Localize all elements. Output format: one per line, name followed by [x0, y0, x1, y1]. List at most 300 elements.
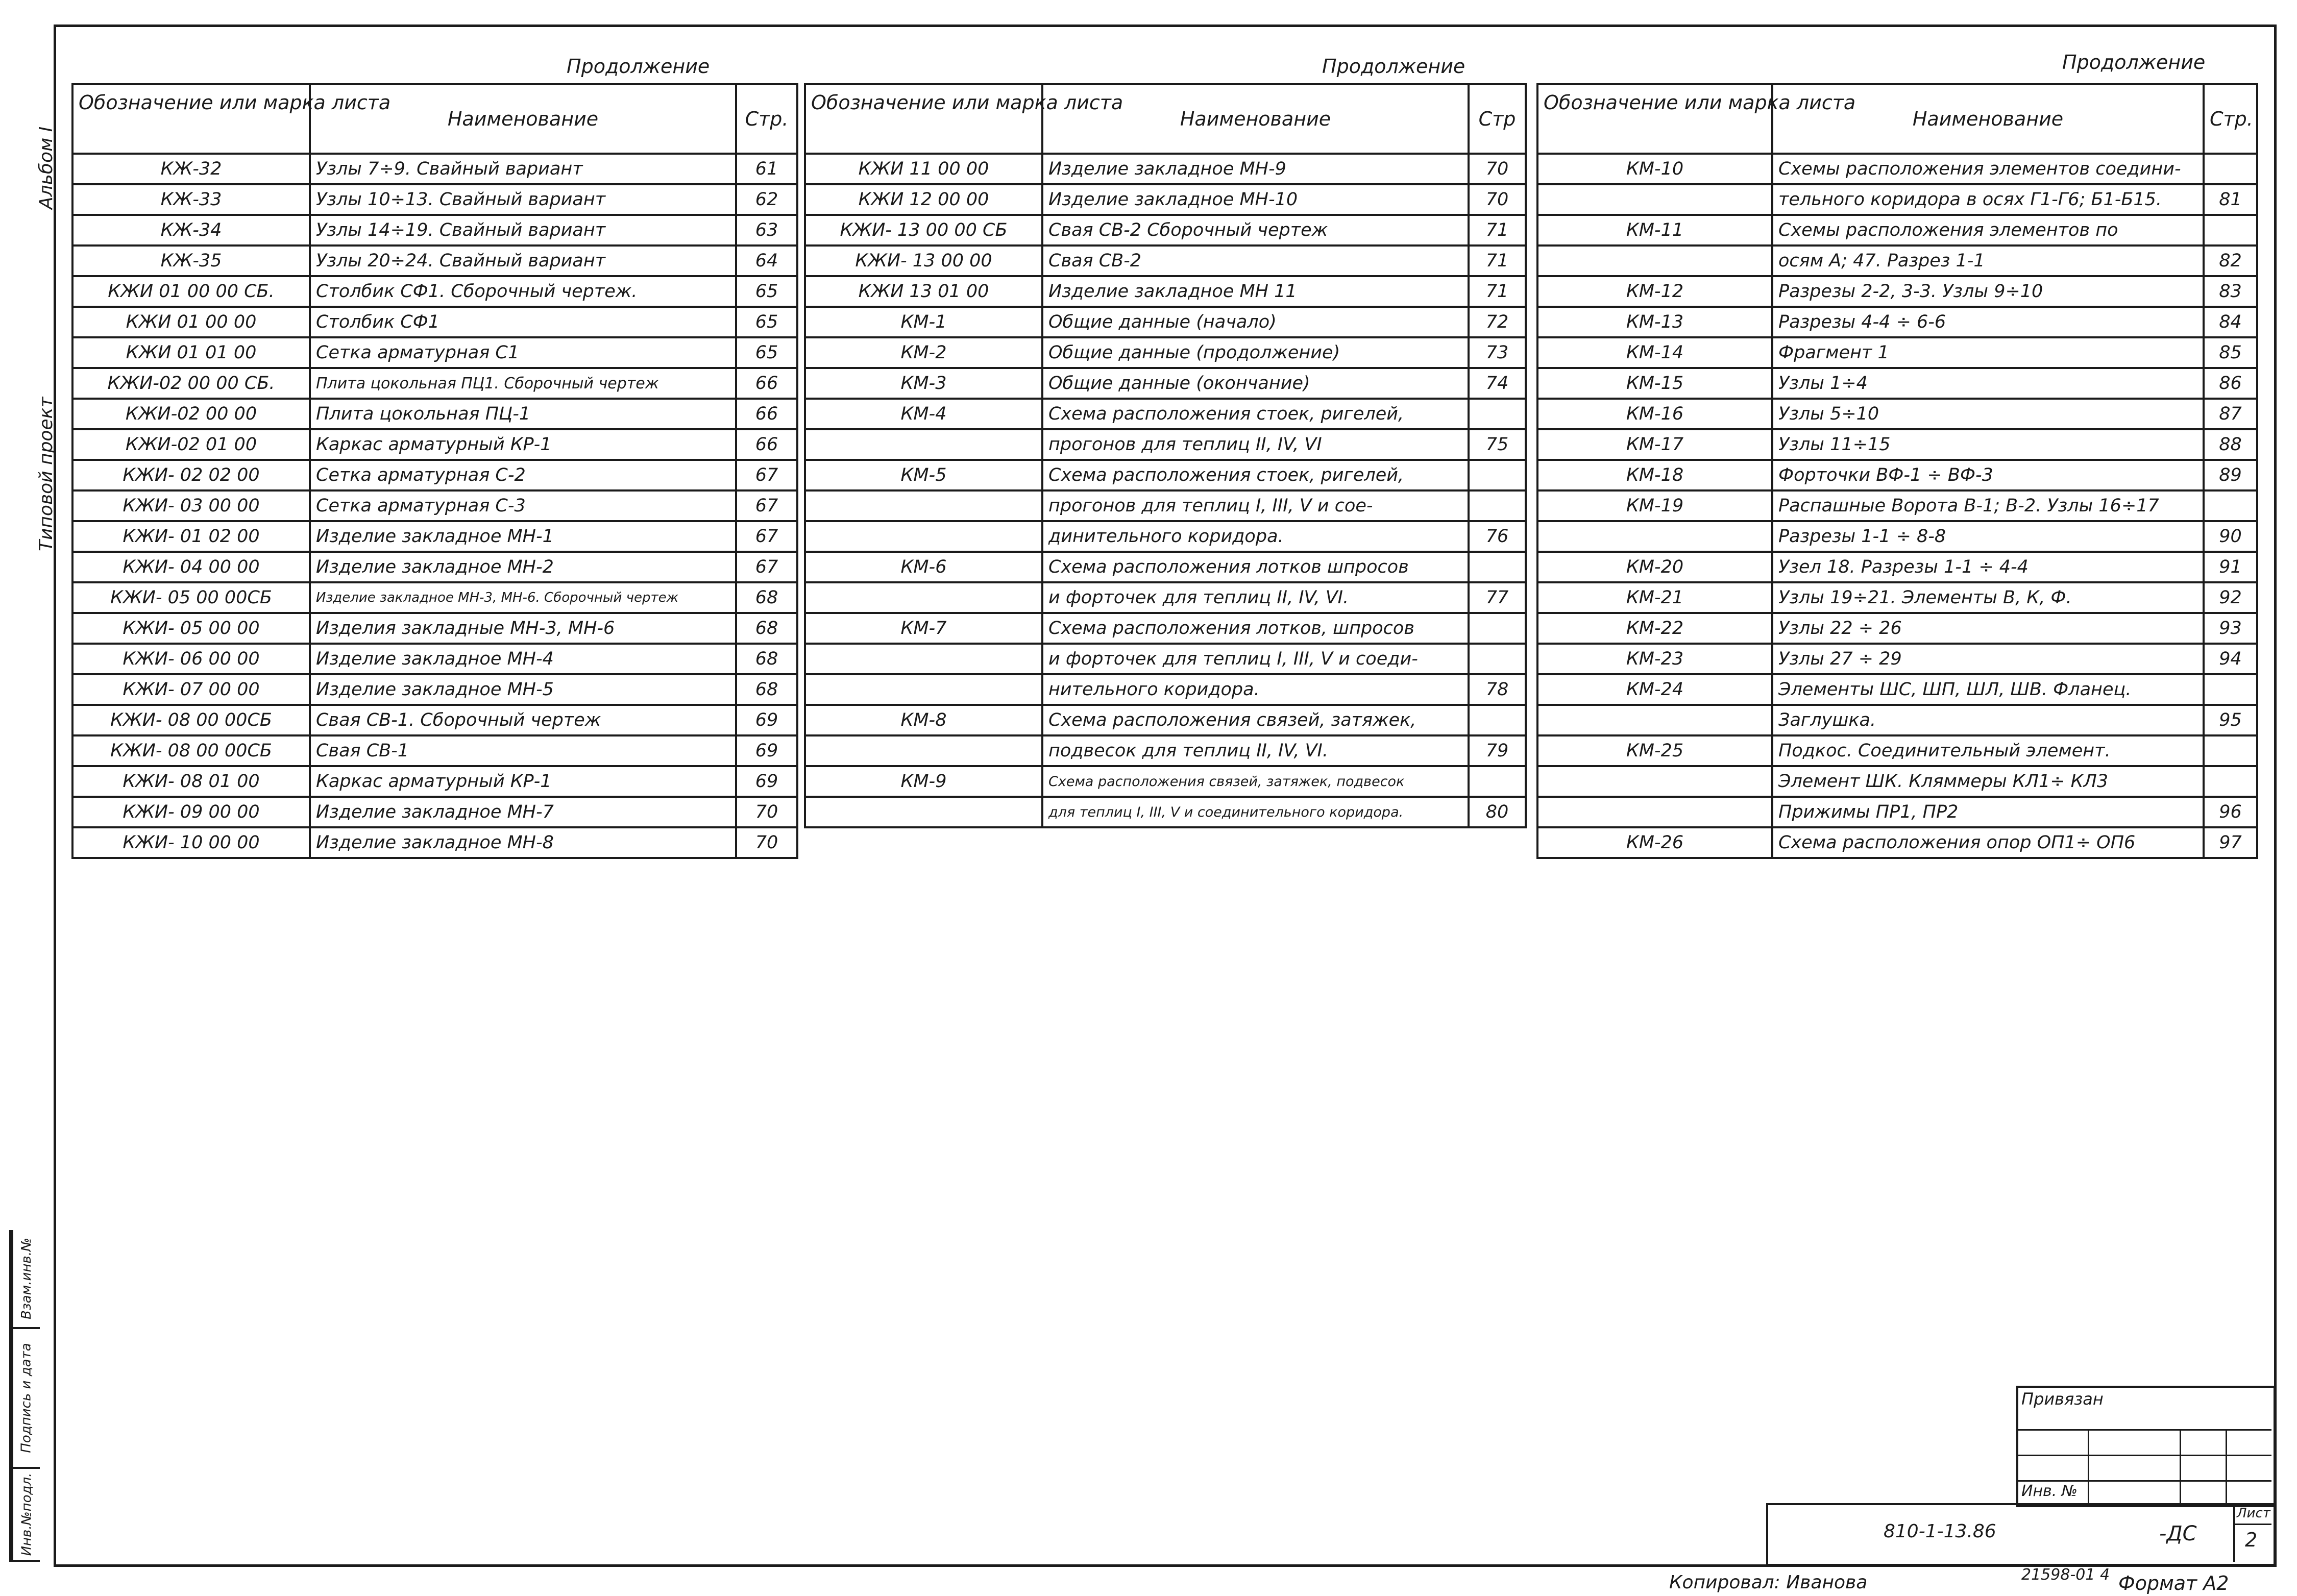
table-row [805, 154, 1526, 184]
sheet-name: Прижимы ПР1, ПР2 [1772, 797, 2204, 827]
table-row [805, 215, 1526, 245]
page-number: 69 [736, 735, 797, 766]
page-number: 79 [1469, 735, 1526, 766]
page-number [1469, 766, 1526, 797]
sheet-code [805, 582, 1042, 613]
sheet-code [1537, 766, 1772, 797]
sheet-name: Свая СВ-1. Сборочный чертеж [310, 705, 736, 735]
header-page: Стр. [736, 84, 797, 154]
page-number: 67 [736, 460, 797, 490]
sheet-name: Свая СВ-1 [310, 735, 736, 766]
page-number: 67 [736, 521, 797, 552]
sheet-name: Плита цокольная ПЦ1. Сборочный чертеж [310, 368, 736, 399]
page-number: 85 [2204, 337, 2257, 368]
table-row [1537, 429, 2257, 460]
sheet-name: Распашные Ворота В-1; В-2. Узлы 16÷17 [1772, 490, 2204, 521]
sheet-code: КЖИ 12 00 00 [805, 184, 1042, 215]
sheet-code: КЖ-33 [72, 184, 310, 215]
page-number [1469, 613, 1526, 644]
sheet-code [805, 797, 1042, 827]
sheet-code [805, 644, 1042, 674]
sheet-code: КЖИ 13 01 00 [805, 276, 1042, 307]
sheet-code: КМ-22 [1537, 613, 1772, 644]
sheet-code: КМ-12 [1537, 276, 1772, 307]
page-number: 71 [1469, 245, 1526, 276]
inv-label: Инв. № [2021, 1482, 2078, 1500]
sheet-name: Узлы 10÷13. Свайный вариант [310, 184, 736, 215]
sheet-number: 2 [2245, 1529, 2258, 1551]
sheet-name: Схема расположения опор ОП1÷ ОП6 [1772, 827, 2204, 858]
table-row [805, 674, 1526, 705]
page-number: 73 [1469, 337, 1526, 368]
table-row [1537, 399, 2257, 429]
page-number: 69 [736, 766, 797, 797]
sheet-name: Сетка арматурная С-2 [310, 460, 736, 490]
page-number [1469, 552, 1526, 582]
sheet-name: Общие данные (продолжение) [1042, 337, 1469, 368]
sheet-code: КЖИ-02 01 00 [72, 429, 310, 460]
page-number: 66 [736, 429, 797, 460]
sheet-name: прогонов для теплиц I, III, V и сое- [1042, 490, 1469, 521]
table-row [72, 827, 797, 858]
sheet-code: КЖИ- 05 00 00 [72, 613, 310, 644]
privyazan-label: Привязан [2021, 1389, 2104, 1409]
sheet-name: Узел 18. Разрезы 1-1 ÷ 4-4 [1772, 552, 2204, 582]
stamp-label: Подпись и дата [19, 1343, 34, 1453]
sheet-name: Изделие закладное МН-4 [310, 644, 736, 674]
sheet-name: Элементы ШС, ШП, ШЛ, ШВ. Фланец. [1772, 674, 2204, 705]
sheet-code: КМ-10 [1537, 154, 1772, 184]
table-row [805, 613, 1526, 644]
sheet-code: КЖИ- 13 00 00 СБ [805, 215, 1042, 245]
sheet-code: КМ-19 [1537, 490, 1772, 521]
sheet-code: КМ-6 [805, 552, 1042, 582]
sheet-code: КМ-21 [1537, 582, 1772, 613]
sheet-name: Узлы 19÷21. Элементы В, К, Ф. [1772, 582, 2204, 613]
table-row [72, 705, 797, 735]
sheet-name: Изделие закладное МН-3, МН-6. Сборочный чертеж [310, 582, 736, 613]
sheet-name: для теплиц I, III, V и соединительного коридора. [1042, 797, 1469, 827]
sheet-code [1537, 705, 1772, 735]
sheet-name: Столбик СФ1. Сборочный чертеж. [310, 276, 736, 307]
tb-line [2233, 1503, 2235, 1562]
page-number: 61 [736, 154, 797, 184]
sheet-name: подвесок для теплиц II, IV, VI. [1042, 735, 1469, 766]
page-number: 69 [736, 705, 797, 735]
page-number: 66 [736, 368, 797, 399]
sheet-code: КМ-4 [805, 399, 1042, 429]
sheet-code [805, 490, 1042, 521]
table-row [805, 766, 1526, 797]
table-row [1537, 552, 2257, 582]
table-row [72, 490, 797, 521]
table-row [72, 674, 797, 705]
table-row [72, 368, 797, 399]
table-row [1537, 215, 2257, 245]
page-number: 95 [2204, 705, 2257, 735]
page-number: 97 [2204, 827, 2257, 858]
table-row [805, 644, 1526, 674]
header-designation: Обозначение или марка листа [72, 84, 310, 154]
table-row [805, 368, 1526, 399]
table-row [1537, 827, 2257, 858]
sheet-code: КЖИ 01 01 00 [72, 337, 310, 368]
page-number [2204, 215, 2257, 245]
page-number: 64 [736, 245, 797, 276]
sheet-name: Изделия закладные МН-3, МН-6 [310, 613, 736, 644]
tb-line [2226, 1429, 2227, 1503]
sheet-name: Подкос. Соединительный элемент. [1772, 735, 2204, 766]
sheet-name: Столбик СФ1 [310, 307, 736, 337]
sheet-name: Каркас арматурный КР-1 [310, 766, 736, 797]
page-number [2204, 490, 2257, 521]
table-row [72, 337, 797, 368]
continuation-label: Продолжение [2062, 51, 2206, 73]
sheet-code: КМ-26 [1537, 827, 1772, 858]
page-number: 71 [1469, 215, 1526, 245]
page-number: 87 [2204, 399, 2257, 429]
page-number: 93 [2204, 613, 2257, 644]
sheet-code: КЖИ- 07 00 00 [72, 674, 310, 705]
sheet-name: Схема расположения стоек, ригелей, [1042, 460, 1469, 490]
sheet-format: Формат А2 [2118, 1572, 2229, 1594]
page-number: 71 [1469, 276, 1526, 307]
sheet-name: Свая СВ-2 Сборочный чертеж [1042, 215, 1469, 245]
sheet-name: Изделие закладное МН-7 [310, 797, 736, 827]
sheet-code: КМ-5 [805, 460, 1042, 490]
page-number: 67 [736, 552, 797, 582]
sheet-code: КМ-15 [1537, 368, 1772, 399]
table-row [72, 276, 797, 307]
sheet-code: КМ-7 [805, 613, 1042, 644]
sheet-name: Изделие закладное МН-8 [310, 827, 736, 858]
page-number: 62 [736, 184, 797, 215]
table-row [72, 184, 797, 215]
sheet-code: КЖИ-02 00 00 [72, 399, 310, 429]
continuation-label: Продолжение [567, 55, 710, 78]
sheet-code [805, 674, 1042, 705]
sheet-code [1537, 184, 1772, 215]
copied-by: Копировал: Иванова [1669, 1572, 1868, 1593]
sheet-name: Узлы 22 ÷ 26 [1772, 613, 2204, 644]
table-row [805, 399, 1526, 429]
page-number: 75 [1469, 429, 1526, 460]
table-row [1537, 766, 2257, 797]
index-table-1 [71, 83, 798, 859]
sheet-code: КМ-20 [1537, 552, 1772, 582]
page-number [1469, 644, 1526, 674]
sheet-code [805, 735, 1042, 766]
table-row [72, 582, 797, 613]
sheet-code: КЖИ- 01 02 00 [72, 521, 310, 552]
sheet-code: КЖИ- 05 00 00СБ [72, 582, 310, 613]
page-number: 70 [1469, 154, 1526, 184]
table-row [1537, 735, 2257, 766]
tb-line [2088, 1429, 2089, 1503]
sheet-name: нительного коридора. [1042, 674, 1469, 705]
page-number: 86 [2204, 368, 2257, 399]
tb-line [2180, 1429, 2181, 1503]
sheet-code: КМ-24 [1537, 674, 1772, 705]
sheet-code: КЖИ- 03 00 00 [72, 490, 310, 521]
stamp-label: Взам.инв.№ [19, 1238, 34, 1319]
page-number: 96 [2204, 797, 2257, 827]
sheet-name: Фрагмент 1 [1772, 337, 2204, 368]
sheet-name: Узлы 5÷10 [1772, 399, 2204, 429]
sheet-name: Элемент ШК. Кляммеры КЛ1÷ КЛ3 [1772, 766, 2204, 797]
table-row [1537, 276, 2257, 307]
page-number: 88 [2204, 429, 2257, 460]
order-number: 21598-01 4 [2021, 1566, 2110, 1584]
tb-line [2016, 1480, 2271, 1482]
sheet-name: Сетка арматурная С1 [310, 337, 736, 368]
sheet-code: КЖ-32 [72, 154, 310, 184]
sheet-name: Схема расположения лотков шпросов [1042, 552, 1469, 582]
table-row [1537, 797, 2257, 827]
sheet-code: КМ-17 [1537, 429, 1772, 460]
page-number: 91 [2204, 552, 2257, 582]
sheet-name: прогонов для теплиц II, IV, VI [1042, 429, 1469, 460]
sheet-code: КЖИ- 06 00 00 [72, 644, 310, 674]
sheet-name: Изделие закладное МН-5 [310, 674, 736, 705]
sheet-name: Разрезы 4-4 ÷ 6-6 [1772, 307, 2204, 337]
table-row [72, 154, 797, 184]
table-row [805, 582, 1526, 613]
sheet-name: и форточек для теплиц I, III, V и соеди- [1042, 644, 1469, 674]
sheet-code: КЖИ 01 00 00 СБ. [72, 276, 310, 307]
table-row [1537, 705, 2257, 735]
page-number: 68 [736, 613, 797, 644]
table-row [72, 215, 797, 245]
side-album: Альбом I [36, 126, 57, 209]
sheet-code [1537, 797, 1772, 827]
sheet-code: КМ-16 [1537, 399, 1772, 429]
page-number [1469, 490, 1526, 521]
header-name: Наименование [1042, 84, 1469, 154]
tb-line [2233, 1524, 2271, 1525]
sheet-code: КМ-18 [1537, 460, 1772, 490]
header-name: Наименование [1772, 84, 2204, 154]
sheet-name: Схема расположения лотков, шпросов [1042, 613, 1469, 644]
sheet-code: КМ-14 [1537, 337, 1772, 368]
sheet-code: КЖИ 11 00 00 [805, 154, 1042, 184]
table-row [805, 460, 1526, 490]
doc-suffix: -ДС [2159, 1522, 2197, 1545]
sheet-code: КМ-11 [1537, 215, 1772, 245]
table-row [72, 613, 797, 644]
sheet-name: Узлы 27 ÷ 29 [1772, 644, 2204, 674]
table-row [805, 521, 1526, 552]
sheet-code: КЖИ 01 00 00 [72, 307, 310, 337]
page-number: 70 [1469, 184, 1526, 215]
page-number: 94 [2204, 644, 2257, 674]
sheet-name: Каркас арматурный КР-1 [310, 429, 736, 460]
sheet-name: Схема расположения связей, затяжек, подвесок [1042, 766, 1469, 797]
sheet-name: Разрезы 1-1 ÷ 8-8 [1772, 521, 2204, 552]
table-row [1537, 368, 2257, 399]
sheet-code: КМ-23 [1537, 644, 1772, 674]
sheet-code: КЖИ- 10 00 00 [72, 827, 310, 858]
sheet-code: КМ-8 [805, 705, 1042, 735]
sheet-name: Общие данные (окончание) [1042, 368, 1469, 399]
sheet-code: КЖ-34 [72, 215, 310, 245]
page-number: 65 [736, 276, 797, 307]
index-table-2 [804, 83, 1527, 828]
page-number: 68 [736, 582, 797, 613]
page-number: 92 [2204, 582, 2257, 613]
sheet-name: Форточки ВФ-1 ÷ ВФ-3 [1772, 460, 2204, 490]
index-table-3 [1536, 83, 2258, 859]
sheet-name: тельного коридора в осях Г1-Г6; Б1-Б15. [1772, 184, 2204, 215]
page-number: 70 [736, 797, 797, 827]
sheet-name: осям А; 47. Разрез 1-1 [1772, 245, 2204, 276]
header-designation: Обозначение или марка листа [1537, 84, 1772, 154]
page-number: 89 [2204, 460, 2257, 490]
page-number: 83 [2204, 276, 2257, 307]
sheet-name: Изделие закладное МН-9 [1042, 154, 1469, 184]
table-row [72, 735, 797, 766]
sheet-code: КМ-13 [1537, 307, 1772, 337]
sheet-name: Узлы 7÷9. Свайный вариант [310, 154, 736, 184]
page-number [2204, 674, 2257, 705]
page-number: 77 [1469, 582, 1526, 613]
page-number [1469, 460, 1526, 490]
sheet-name: Схема расположения связей, затяжек, [1042, 705, 1469, 735]
page-number: 80 [1469, 797, 1526, 827]
table-row [72, 307, 797, 337]
page-number: 78 [1469, 674, 1526, 705]
sheet-name: Сетка арматурная С-3 [310, 490, 736, 521]
sheet-code: КЖ-35 [72, 245, 310, 276]
table-row [805, 184, 1526, 215]
header-page: Стр [1469, 84, 1526, 154]
page-number: 66 [736, 399, 797, 429]
table-row [72, 552, 797, 582]
stamp-cell [13, 1230, 40, 1329]
sheet-label: Лист [2237, 1506, 2270, 1521]
table-row [1537, 613, 2257, 644]
header-name: Наименование [310, 84, 736, 154]
tb-line [2016, 1455, 2271, 1456]
sheet-name: Изделие закладное МН-1 [310, 521, 736, 552]
doc-number-box [1766, 1503, 2276, 1566]
table-row [72, 644, 797, 674]
sheet-code: КЖИ- 08 00 00СБ [72, 735, 310, 766]
sheet-code: КМ-1 [805, 307, 1042, 337]
table-row [1537, 674, 2257, 705]
table-row [805, 337, 1526, 368]
stamp-cell [13, 1329, 40, 1469]
sheet-name: Плита цокольная ПЦ-1 [310, 399, 736, 429]
table-row [805, 490, 1526, 521]
page-number: 65 [736, 337, 797, 368]
table-row [1537, 582, 2257, 613]
sheet-code: КЖИ- 13 00 00 [805, 245, 1042, 276]
sheet-code: КМ-2 [805, 337, 1042, 368]
table-row [72, 429, 797, 460]
table-row [805, 307, 1526, 337]
page-number: 90 [2204, 521, 2257, 552]
page-number: 63 [736, 215, 797, 245]
page-number: 65 [736, 307, 797, 337]
page-number: 74 [1469, 368, 1526, 399]
sheet-name: Общие данные (начало) [1042, 307, 1469, 337]
sheet-code [805, 429, 1042, 460]
left-stamp [11, 1230, 34, 1562]
table-row [805, 797, 1526, 827]
tb-line [2016, 1429, 2271, 1431]
table-row [72, 766, 797, 797]
sheet-name: Узлы 14÷19. Свайный вариант [310, 215, 736, 245]
table-row [72, 521, 797, 552]
table-row [1537, 154, 2257, 184]
table-row [72, 460, 797, 490]
table-row [1537, 245, 2257, 276]
sheet-name: Схема расположения стоек, ригелей, [1042, 399, 1469, 429]
sheet-code: КЖИ-02 00 00 СБ. [72, 368, 310, 399]
sheet-code: КМ-9 [805, 766, 1042, 797]
sheet-name: Узлы 11÷15 [1772, 429, 2204, 460]
table-row [805, 735, 1526, 766]
sheet-name: динительного коридора. [1042, 521, 1469, 552]
page-number [2204, 766, 2257, 797]
table-row [1537, 521, 2257, 552]
sheet-name: Узлы 20÷24. Свайный вариант [310, 245, 736, 276]
sheet-code [1537, 521, 1772, 552]
table-row [1537, 184, 2257, 215]
table-row [805, 705, 1526, 735]
table-row [72, 399, 797, 429]
page-number: 67 [736, 490, 797, 521]
sheet-name: Схемы расположения элементов по [1772, 215, 2204, 245]
sheet-code: КЖИ- 08 00 00СБ [72, 705, 310, 735]
stamp-label: Инв.№подл. [19, 1472, 34, 1556]
sheet-code [805, 521, 1042, 552]
page-number [1469, 705, 1526, 735]
stamp-cell [13, 1469, 40, 1562]
page-number [2204, 735, 2257, 766]
sheet-code: КЖИ- 08 01 00 [72, 766, 310, 797]
page-number: 70 [736, 827, 797, 858]
page-number: 81 [2204, 184, 2257, 215]
sheet-code: КЖИ- 09 00 00 [72, 797, 310, 827]
page-number: 76 [1469, 521, 1526, 552]
sheet-code: КЖИ- 04 00 00 [72, 552, 310, 582]
table-row [1537, 644, 2257, 674]
page-number: 72 [1469, 307, 1526, 337]
continuation-label: Продолжение [1322, 55, 1465, 78]
sheet-code: КЖИ- 02 02 00 [72, 460, 310, 490]
sheet-name: Разрезы 2-2, 3-3. Узлы 9÷10 [1772, 276, 2204, 307]
table-row [1537, 460, 2257, 490]
table-row [805, 276, 1526, 307]
sheet-name: Изделие закладное МН 11 [1042, 276, 1469, 307]
sheet-name: и форточек для теплиц II, IV, VI. [1042, 582, 1469, 613]
sheet-name: Заглушка. [1772, 705, 2204, 735]
sheet-name: Узлы 1÷4 [1772, 368, 2204, 399]
side-project: Типовой проект [36, 397, 57, 551]
page-number [2204, 154, 2257, 184]
sheet-name: Свая СВ-2 [1042, 245, 1469, 276]
table-row [805, 245, 1526, 276]
page-number [1469, 399, 1526, 429]
table-row [72, 797, 797, 827]
page-number: 82 [2204, 245, 2257, 276]
table-row [1537, 490, 2257, 521]
sheet-code: КМ-3 [805, 368, 1042, 399]
page-number: 84 [2204, 307, 2257, 337]
sheet-name: Схемы расположения элементов соедини- [1772, 154, 2204, 184]
